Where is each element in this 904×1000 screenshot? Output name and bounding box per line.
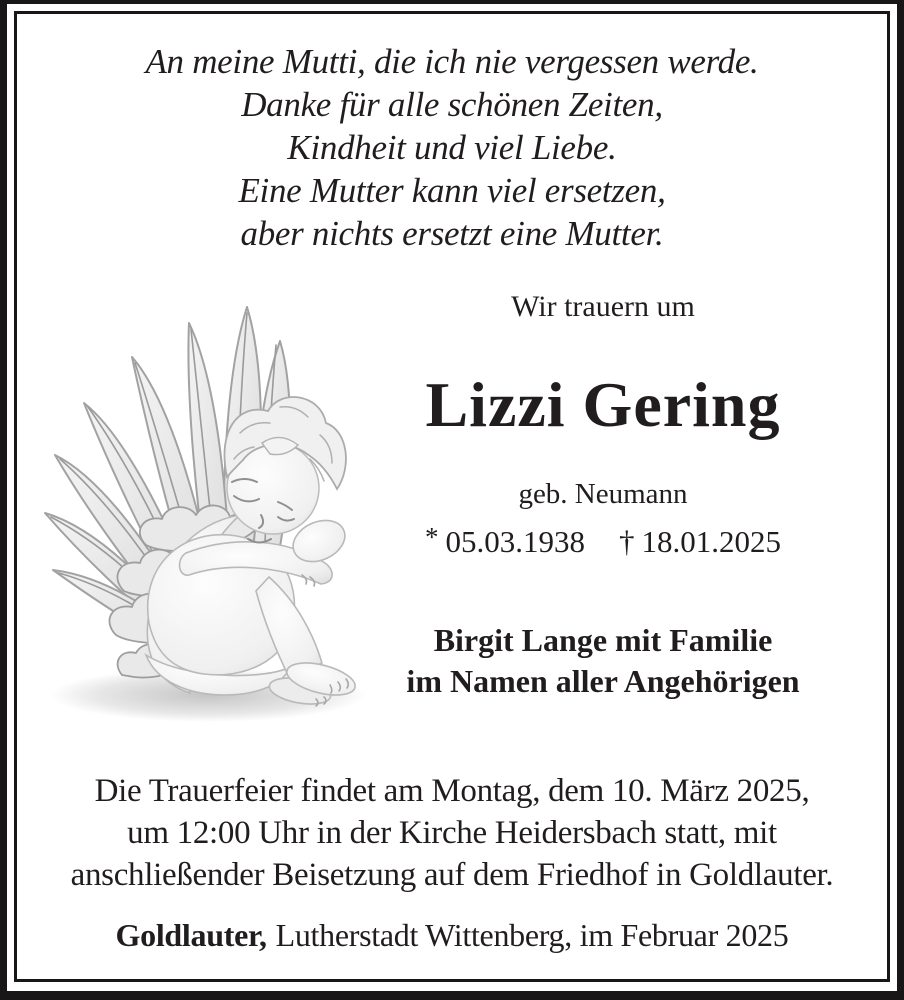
mourners-line: im Namen aller Angehörigen	[406, 663, 800, 699]
closing-place: Goldlauter,	[115, 917, 267, 953]
sleeping-cherub-angel-icon	[28, 283, 400, 725]
poem-line: Eine Mutter kann viel ersetzen,	[238, 171, 666, 210]
poem-line: Danke für alle schönen Zeiten,	[241, 85, 663, 124]
poem-line: Kindheit und viel Liebe.	[287, 128, 617, 167]
funeral-line: Die Trauerfeier findet am Montag, dem 10. März 2025,	[94, 773, 810, 809]
funeral-line: anschließender Beisetzung auf dem Friedhof in Goldlauter.	[70, 857, 834, 893]
birth-star-icon: *	[425, 522, 439, 552]
mourning-intro: Wir trauern um	[511, 290, 695, 323]
death-date: 18.01.2025	[641, 524, 781, 559]
angel-figurine-image	[28, 283, 400, 725]
poem-line: An meine Mutti, die ich nie vergessen werde.	[145, 42, 759, 81]
funeral-info	[20, 770, 884, 896]
deceased-name: Lizzi Gering	[425, 369, 781, 440]
dedication-poem	[30, 40, 874, 255]
closing-rest: Lutherstadt Wittenberg, im Februar 2025	[275, 917, 789, 953]
funeral-line: um 12:00 Uhr in der Kirche Heidersbach statt, mit	[127, 815, 777, 851]
poem-line: aber nichts ersetzt eine Mutter.	[240, 214, 664, 253]
mourners-block	[388, 620, 818, 702]
birth-date: 05.03.1938	[445, 524, 585, 559]
death-cross-icon: †	[619, 524, 635, 559]
life-dates	[388, 524, 818, 560]
closing-line	[20, 917, 884, 954]
maiden-name: geb. Neumann	[518, 478, 688, 510]
mourners-line: Birgit Lange mit Familie	[433, 622, 773, 658]
